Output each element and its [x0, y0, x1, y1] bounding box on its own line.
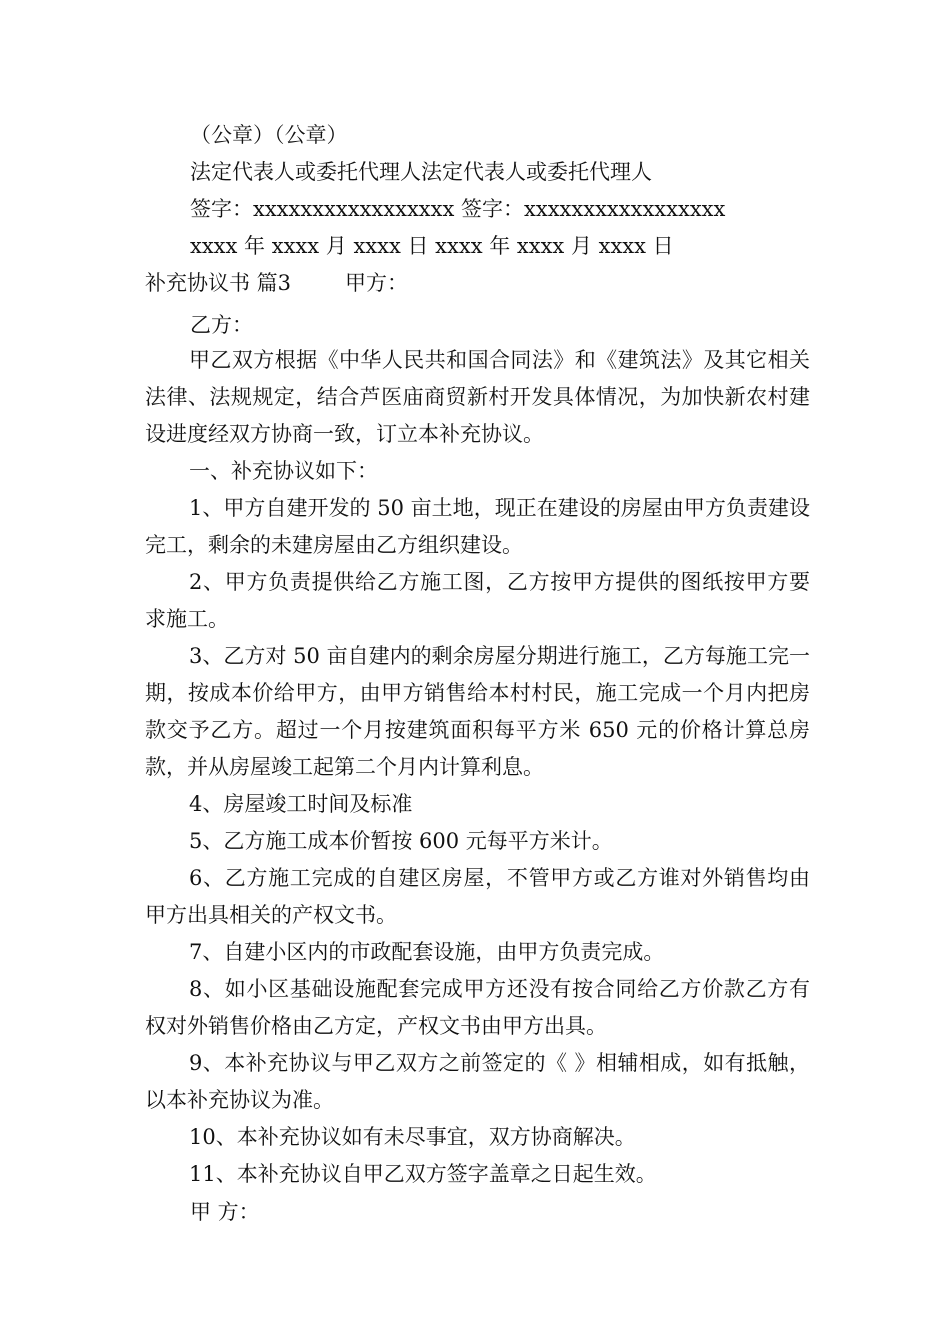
paragraph-clause-1: 1、甲方自建开发的 50 亩土地，现正在建设的房屋由甲方负责建设完工，剩余的未建房屋由乙方组织建设。	[145, 496, 810, 557]
party-b-label: 乙方：	[190, 313, 253, 337]
paragraph-clause-5: 5、乙方施工成本价暂按 600 元每平方米计。	[189, 829, 613, 853]
paragraph-clause-7: 7、自建小区内的市政配套设施，由甲方负责完成。	[189, 940, 665, 964]
paragraph-clause-11: 11、本补充协议自甲乙双方签字盖章之日起生效。	[189, 1162, 657, 1186]
party-a-label: 甲方：	[345, 271, 408, 295]
seal-line: （公章）（公章）	[190, 123, 348, 147]
representative-line: 法定代表人或委托代理人法定代表人或委托代理人	[190, 160, 652, 184]
footer-party-a-label: 甲 方：	[190, 1200, 260, 1224]
signature-line: 签字：xxxxxxxxxxxxxxxxx 签字：xxxxxxxxxxxxxxxxx	[190, 197, 726, 221]
paragraph-clause-3: 3、乙方对 50 亩自建内的剩余房屋分期进行施工，乙方每施工完一期，按成本价给甲方，由甲方销售给本村村民，施工完成一个月内把房款交予乙方。超过一个月按建筑面积每平方米 650 元的价格计算总房款，并从房屋竣工起第二个月内计算利息。	[145, 644, 810, 779]
paragraph-heading: 一、补充协议如下：	[189, 459, 378, 483]
paragraph-clause-2: 2、甲方负责提供给乙方施工图，乙方按甲方提供的图纸按甲方要求施工。	[145, 570, 810, 631]
paragraph-clause-9: 9、本补充协议与甲乙双方之前签定的《 》相辅相成，如有抵触，以本补充协议为准。	[145, 1051, 810, 1112]
date-line: xxxx 年 xxxx 月 xxxx 日 xxxx 年 xxxx 月 xxxx 日	[190, 234, 674, 258]
paragraph-intro: 甲乙双方根据《中华人民共和国合同法》和《建筑法》及其它相关法律、法规规定，结合芦医庙商贸新村开发具体情况，为加快新农村建设进度经双方协商一致，订立本补充协议。	[145, 348, 810, 446]
section-title: 补充协议书 篇3	[145, 271, 292, 295]
paragraph-clause-6: 6、乙方施工完成的自建区房屋，不管甲方或乙方谁对外销售均由甲方出具相关的产权文书。	[145, 866, 810, 927]
paragraph-clause-10: 10、本补充协议如有未尽事宜，双方协商解决。	[189, 1125, 636, 1149]
paragraph-clause-4: 4、房屋竣工时间及标准	[189, 792, 413, 816]
paragraph-clause-8: 8、如小区基础设施配套完成甲方还没有按合同给乙方价款乙方有权对外销售价格由乙方定，产权文书由甲方出具。	[145, 977, 810, 1038]
